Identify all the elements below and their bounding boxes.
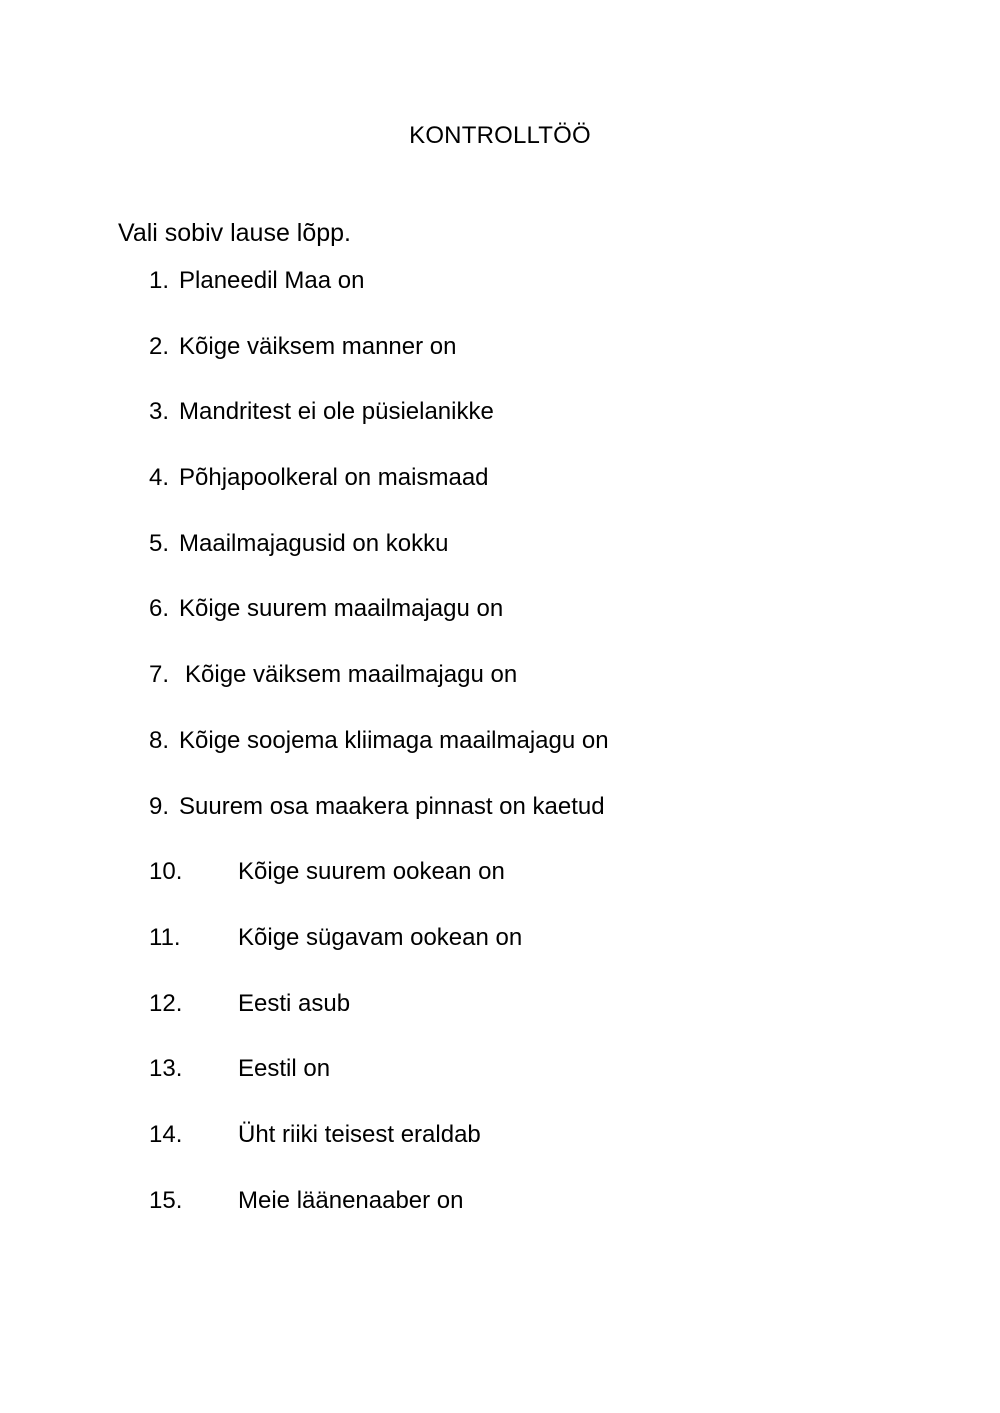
question-text: Kõige suurem maailmajagu on (179, 595, 504, 623)
instruction-text: Vali sobiv lause lõpp. (118, 219, 352, 247)
question-item (0, 1186, 1000, 1252)
question-number: 5. (149, 529, 170, 557)
question-number: 15. (149, 1186, 183, 1214)
question-item (0, 923, 1000, 989)
question-number: 6. (149, 595, 170, 623)
question-number: 4. (149, 464, 170, 492)
question-text: Meie läänenaaber on (238, 1186, 464, 1214)
question-item (0, 1120, 1000, 1186)
question-text: Põhjapoolkeral on maismaad (179, 464, 489, 492)
question-item (0, 529, 1000, 595)
question-number: 8. (149, 726, 170, 754)
question-text: Suurem osa maakera pinnast on kaetud (179, 792, 605, 820)
question-item (0, 332, 1000, 398)
question-text: Kõige väiksem maailmajagu on (185, 661, 518, 689)
question-list (0, 266, 1000, 1251)
question-text: Eestil on (238, 1055, 331, 1083)
question-number: 12. (149, 989, 183, 1017)
question-number: 11. (149, 923, 181, 951)
question-text: Eesti asub (238, 989, 351, 1017)
question-text: Kõige suurem ookean on (238, 858, 505, 886)
page-title: KONTROLLTÖÖ (409, 122, 591, 149)
question-item (0, 660, 1000, 726)
question-text: Kõige sügavam ookean on (238, 923, 523, 951)
question-number: 1. (149, 267, 170, 294)
question-number: 3. (149, 398, 170, 426)
question-number: 13. (149, 1055, 183, 1083)
question-number: 9. (149, 792, 170, 820)
question-text: Üht riiki teisest eraldab (238, 1120, 481, 1148)
question-item (0, 857, 1000, 923)
question-number: 14. (149, 1120, 183, 1148)
question-text: Kõige soojema kliimaga maailmajagu on (179, 726, 609, 754)
question-item (0, 792, 1000, 858)
question-item (0, 266, 1000, 332)
question-item (0, 397, 1000, 463)
question-item (0, 726, 1000, 792)
question-number: 2. (149, 332, 170, 360)
question-text: Planeedil Maa on (179, 267, 365, 294)
question-item (0, 594, 1000, 660)
question-item (0, 1054, 1000, 1120)
question-text: Kõige väiksem manner on (179, 332, 457, 360)
question-item (0, 989, 1000, 1055)
question-item (0, 463, 1000, 529)
question-text: Maailmajagusid on kokku (179, 529, 449, 557)
question-text: Mandritest ei ole püsielanikke (179, 398, 494, 426)
question-number: 7. (149, 661, 170, 689)
question-number: 10. (149, 858, 183, 886)
